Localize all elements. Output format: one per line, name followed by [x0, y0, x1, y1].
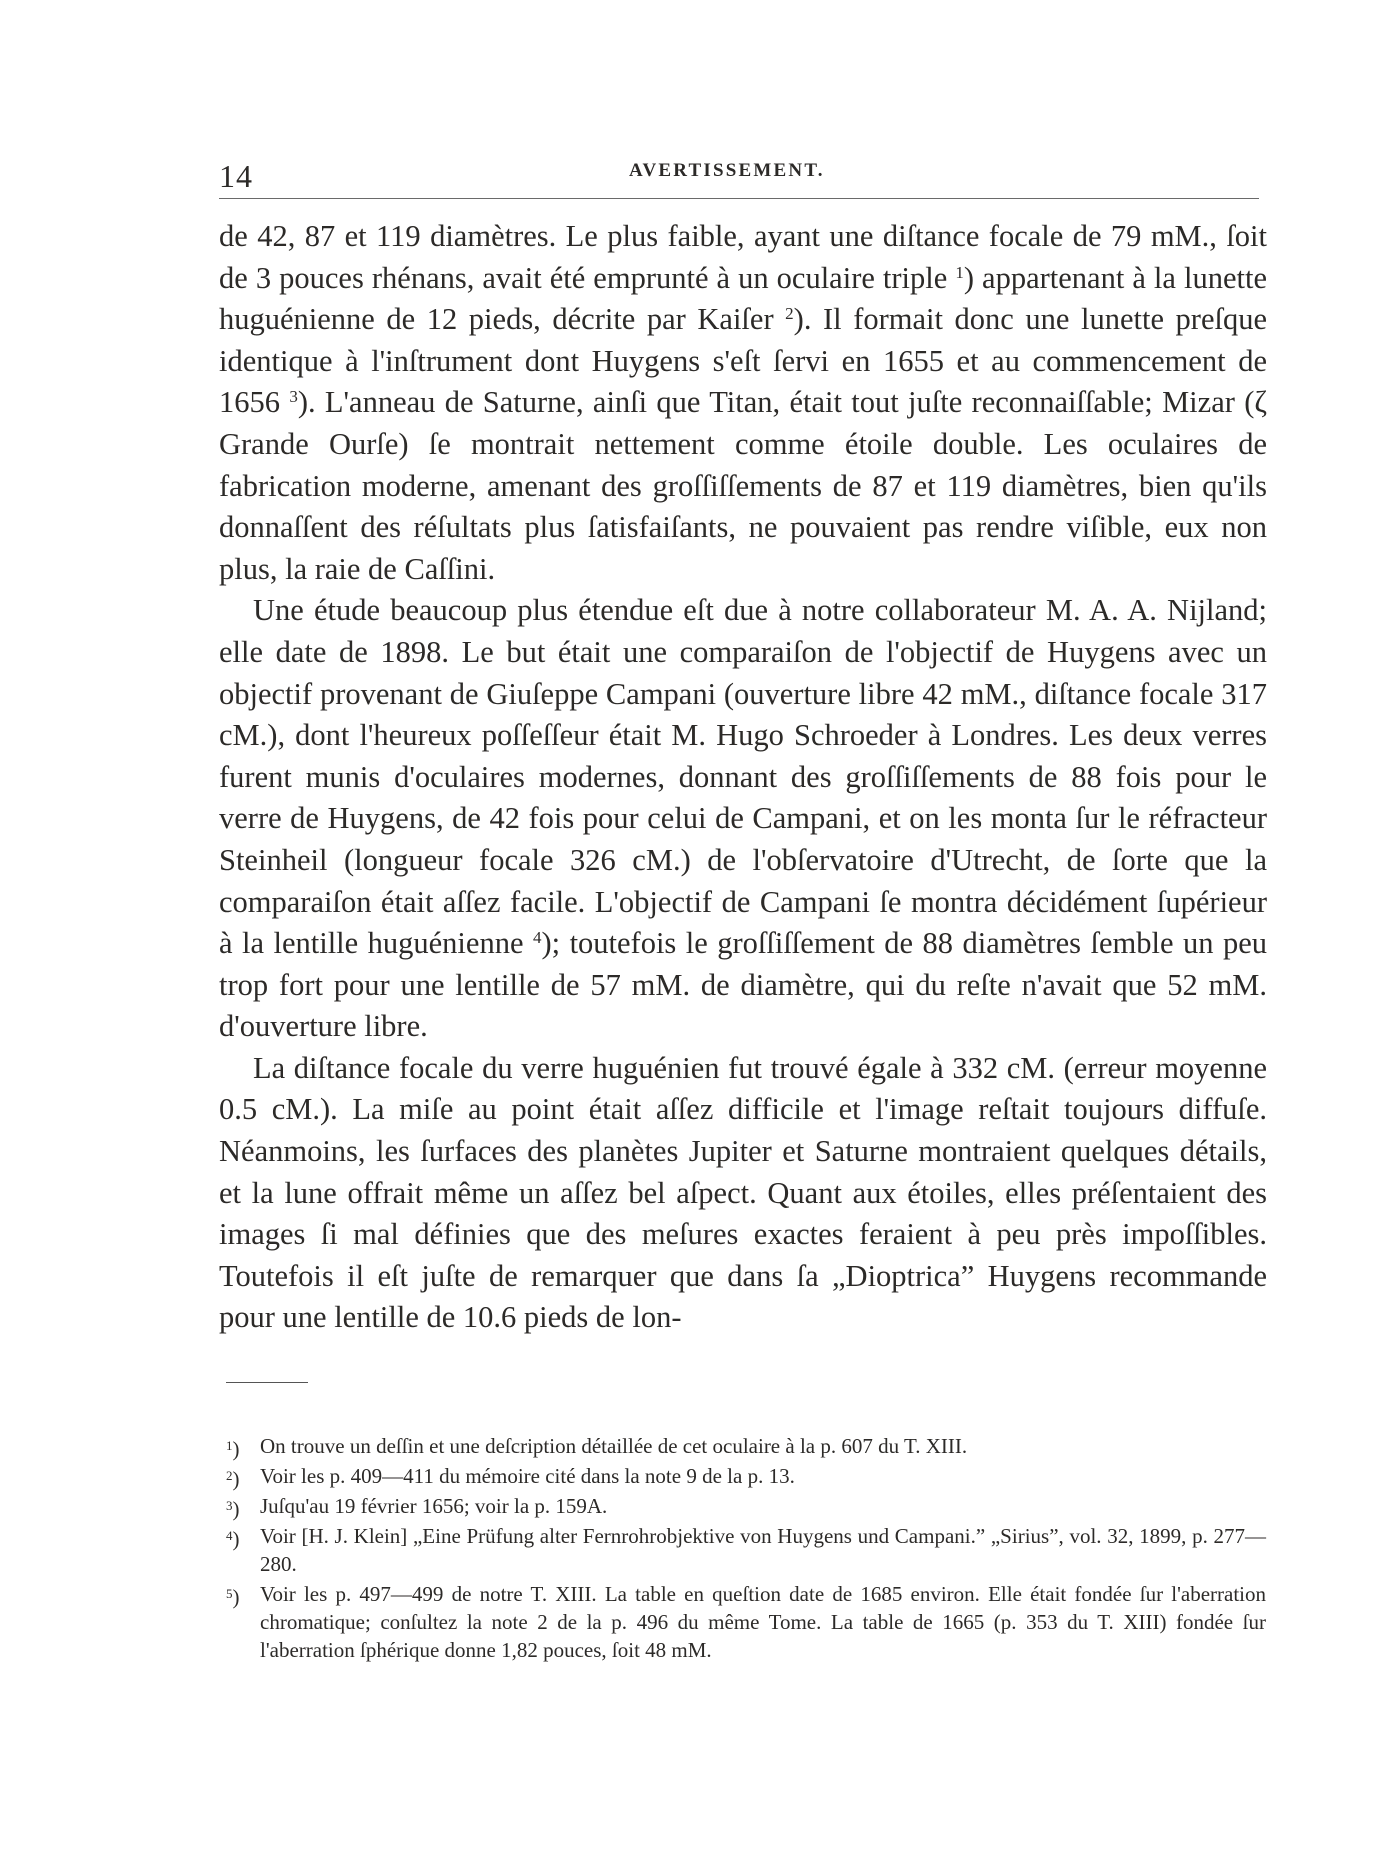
footnote-5	[226, 1580, 1266, 1664]
footnote-2	[226, 1462, 1266, 1490]
footnote-marker: $^4$)	[226, 1527, 240, 1551]
paragraph-1-text-a: de 42, 87 et 119 diamètres. Le plus faible, ayant une diſtance focale de 79 mM., ſoit de 3 pouces rhénans, avait été emprunté à un oculaire triple	[219, 219, 1267, 295]
running-head	[219, 150, 1259, 196]
paragraph-3-text: La diſtance focale du verre huguénien fut trouvé égale à 332 cM. (erreur moyenne 0.5 cM.). La miſe au point était aſſez difficile et l'image reſtait toujours diffuſe. Néanmoins, les ſurfaces des planètes Jupiter et Saturne montraient quelques détails, et la lune offrait même un aſſez bel aſpect. Quant aux étoiles, elles préſentaient des images ſi mal définies que des meſures exactes feraient à peu près impoſſibles. Toutefois il eſt juſte de remarquer que dans ſa „Dioptrica” Huygens recommande pour une lentille de 10.6 pieds de lon-	[219, 1050, 1267, 1335]
footnote-1	[226, 1432, 1266, 1460]
footnote-marker: $^5$)	[226, 1585, 240, 1609]
header-rule	[219, 198, 1259, 199]
footnote-text: On trouve un deſſin et une deſcription détaillée de cet oculaire à la p. 607 du T. XIII.	[260, 1434, 968, 1458]
footnote-text: Voir les p. 497—499 de notre T. XIII. La table en queſtion date de 1685 environ. Elle était fondée ſur l'aberration chromatique; conſultez la note 2 de la p. 496 du même Tome. La table de 1665 (p. 353 du T. XIII) fondée ſur l'aberration ſphérique donne 1,82 pouces, ſoit 48 mM.	[260, 1582, 1266, 1662]
paragraph-1-text-c: ). Il formait donc une lunette preſque identique à l'inſtrument dont Huygens s'eſt ſervi en 1655 et au commencement de 1656	[219, 302, 1267, 420]
footnotes	[226, 1432, 1266, 1666]
page-number: 14	[219, 158, 253, 194]
footnote-marker: $^1$)	[226, 1437, 240, 1461]
footnote-marker: $^3$)	[226, 1497, 240, 1521]
footnote-text: Voir [H. J. Klein] „Eine Prüfung alter Fernrohrobjektive von Huygens und Campani.” „Sirius”, vol. 32, 1899, p. 277—280.	[260, 1524, 1266, 1576]
main-text	[219, 216, 1267, 1339]
footnote-ref-3: 3	[289, 387, 298, 407]
footnote-3	[226, 1492, 1266, 1520]
footnote-text: Juſqu'au 19 février 1656; voir la p. 159A.	[260, 1494, 608, 1518]
paragraph-2-text-a: Une étude beaucoup plus étendue eſt due à notre collaborateur M. A. A. Nijland; elle date de 1898. Le but était une comparaiſon de l'objectif de Huygens avec un objectif provenant de Giuſeppe Campani (ouverture libre 42 mM., diſtance focale 317 cM.), dont l'heureux poſſeſſeur était M. Hugo Schroeder à Londres. Les deux verres furent munis d'oculaires modernes, donnant des groſſiſſements de 88 fois pour le verre de Huygens, de 42 fois pour celui de Campani, et on les monta ſur le réfracteur Steinheil (longueur focale 326 cM.) de l'obſervatoire d'Utrecht, de ſorte que la comparaiſon était aſſez facile. L'objectif de Campani ſe montra décidément ſupérieur à la lentille huguénienne	[219, 593, 1267, 961]
paragraph-2-text-b: ); toutefois le groſſiſſement de 88 diamètres ſemble un peu trop fort pour une lentille de 57 mM. de diamètre, qui du reſte n'avait que 52 mM. d'ouverture libre.	[219, 926, 1267, 1044]
footnote-text: Voir les p. 409—411 du mémoire cité dans la note 9 de la p. 13.	[260, 1464, 795, 1488]
paragraph-1-text-d: ). L'anneau de Saturne, ainſi que Titan, était tout juſte reconnaiſſable; Mizar (ζ Grande Ourſe) ſe montrait nettement comme étoile double. Les oculaires de fabrication moderne, amenant des groſſiſſements de 87 et 119 diamètres, bien qu'ils donnaſſent des réſultats plus ſatisfaiſants, ne pouvaient pas rendre viſible, eux non plus, la raie de Caſſini.	[219, 385, 1267, 586]
footnote-4	[226, 1522, 1266, 1578]
footnote-rule	[226, 1382, 308, 1383]
paragraph-1	[219, 216, 1267, 590]
footnote-ref-1: 1	[955, 262, 964, 282]
paragraph-3	[219, 1048, 1267, 1339]
footnote-marker: $^2$)	[226, 1467, 240, 1491]
paragraph-1-text-b: ) appartenant à la lunette huguénienne de 12 pieds, décrite par Kaiſer	[219, 260, 1267, 337]
paragraph-2	[219, 590, 1267, 1048]
running-head-title: AVERTISSEMENT.	[629, 160, 825, 181]
footnote-ref-4: 4	[532, 928, 542, 948]
footnote-ref-2: 2	[785, 304, 794, 324]
